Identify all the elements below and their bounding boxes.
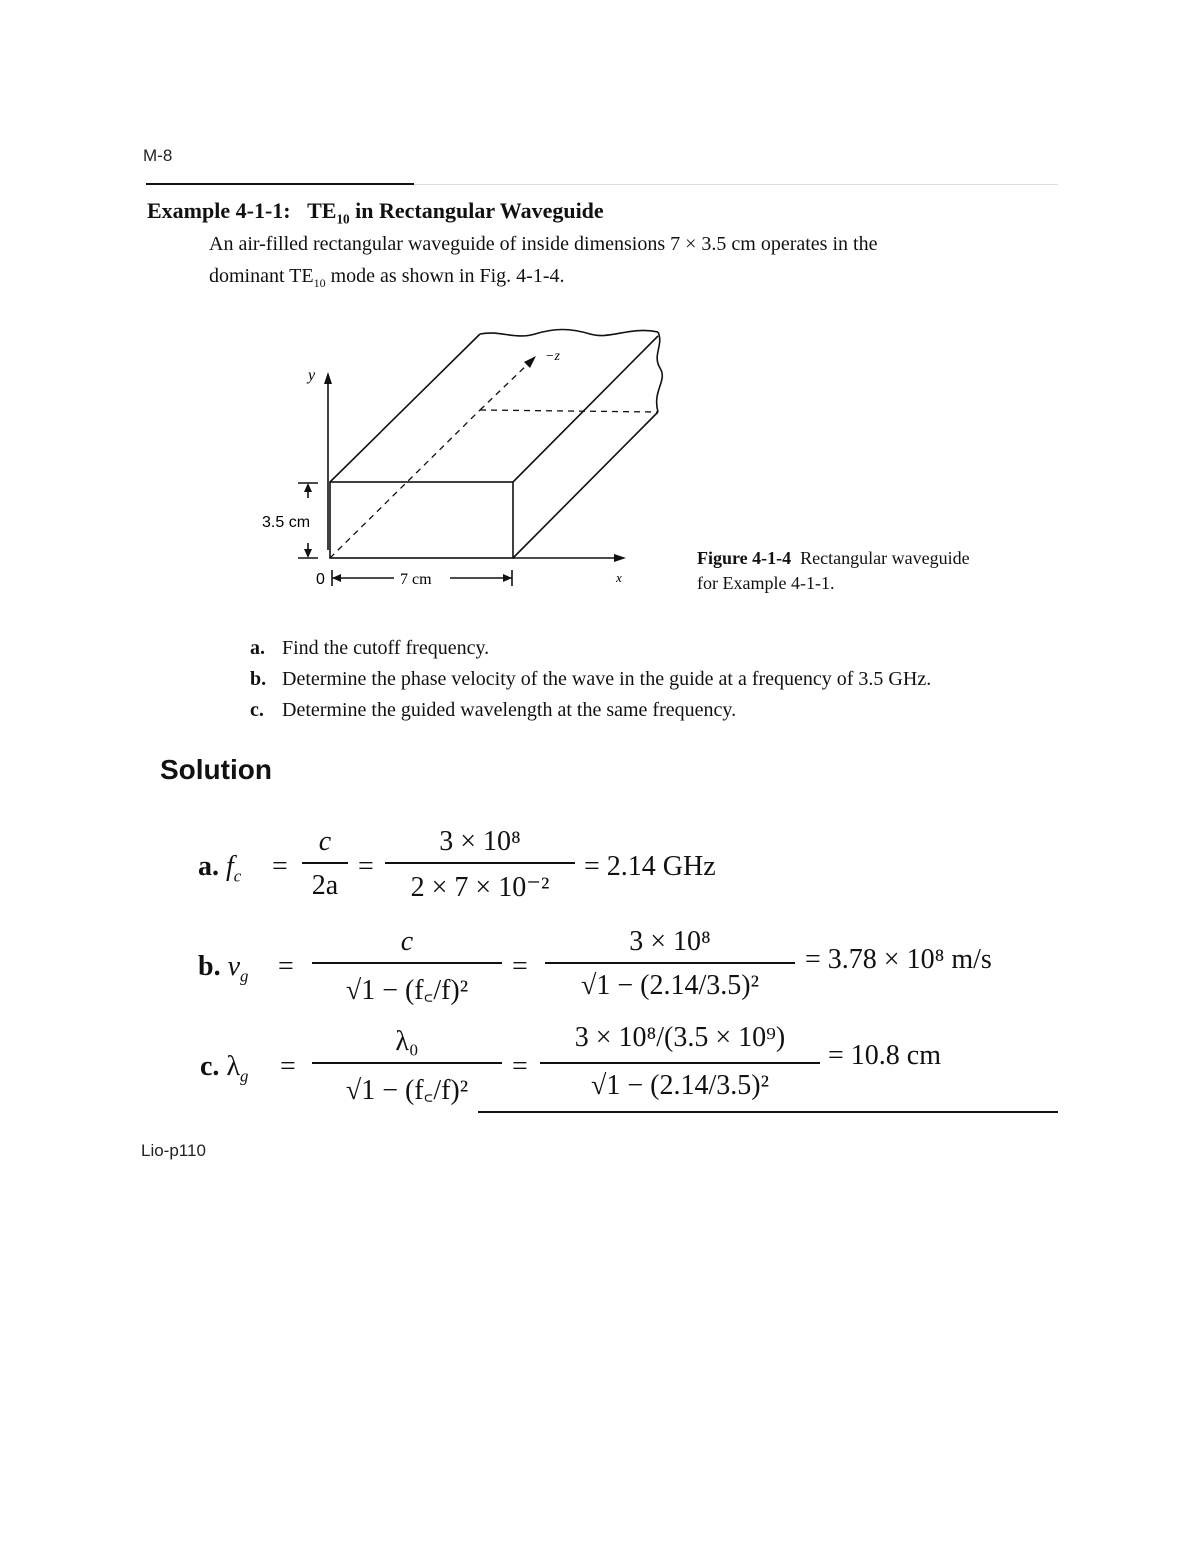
label-z: −z xyxy=(545,349,560,364)
eq-c-lhs xyxy=(200,1051,248,1087)
title-rule-thin xyxy=(414,184,1058,185)
hidden-edge-back xyxy=(480,410,658,412)
eq-c-num1: λ₀ xyxy=(395,1026,419,1057)
eq-c-symbol: λ xyxy=(226,1051,241,1082)
wavy-right-edge xyxy=(657,332,663,412)
eq-c-sub: g xyxy=(240,1066,249,1086)
example-title-text: in Rectangular Waveguide xyxy=(355,198,604,223)
eq-a-equals-1: = xyxy=(272,851,288,882)
y-arrow-icon xyxy=(324,372,332,384)
wavy-top-edge xyxy=(480,330,658,336)
eq-b-num1: c xyxy=(400,926,414,957)
question-a-text: Find the cutoff frequency. xyxy=(282,637,490,659)
eq-b-den1: √1 − (f꜀/f)² xyxy=(345,975,469,1006)
edge-bottom-right xyxy=(513,412,658,558)
eq-c-den2: √1 − (2.14/3.5)² xyxy=(591,1070,769,1101)
label-y: y xyxy=(308,367,316,384)
hidden-edge-diagonal xyxy=(330,410,480,558)
eq-b-result: = 3.78 × 10⁸ m/s xyxy=(805,944,992,975)
eq-c-result: = 10.8 cm xyxy=(828,1040,941,1071)
question-c-letter: c. xyxy=(250,699,264,721)
example-title xyxy=(147,198,604,227)
label-origin: 0 xyxy=(316,571,325,588)
eq-a-num2: 3 × 10⁸ xyxy=(439,826,521,857)
mode-te: TE xyxy=(307,198,337,223)
eq-c-den1: √1 − (f꜀/f)² xyxy=(345,1075,469,1106)
intro-line-2-sub: 10 xyxy=(313,276,326,290)
eq-c-equals-1: = xyxy=(280,1051,296,1082)
question-b-letter: b. xyxy=(250,668,267,690)
figure-caption xyxy=(697,546,1057,596)
bottom-rule xyxy=(478,1111,1058,1113)
z-axis-dashed xyxy=(480,362,530,410)
page-label-top: M-8 xyxy=(143,146,173,165)
intro-line-2b: mode as shown in Fig. 4-1-4. xyxy=(325,265,565,287)
waveguide-figure xyxy=(240,320,700,600)
mode-sub: 10 xyxy=(336,211,350,227)
eq-b-equals-1: = xyxy=(278,951,294,982)
question-c-text: Determine the guided wavelength at the same frequency. xyxy=(282,699,737,721)
title-rule xyxy=(146,183,414,185)
caption-label: Figure 4-1-4 xyxy=(697,548,792,568)
label-width: 7 cm xyxy=(400,571,432,588)
intro-paragraph xyxy=(209,228,1069,299)
eq-b-equals-2: = xyxy=(512,951,528,982)
eq-b-letter: b. xyxy=(198,951,221,982)
eq-b-num2: 3 × 10⁸ xyxy=(629,926,711,957)
eq-c-num2: 3 × 10⁸/(3.5 × 10⁹) xyxy=(574,1022,786,1053)
intro-line-1: An air-filled rectangular waveguide of inside dimensions 7 × 3.5 cm operates in the xyxy=(209,233,878,255)
question-a-letter: a. xyxy=(250,637,265,659)
example-number: Example 4-1-1: xyxy=(147,198,291,223)
label-x: x xyxy=(616,570,622,585)
eq-b-symbol: v xyxy=(227,951,241,982)
caption-line-1: Rectangular waveguide xyxy=(800,548,970,568)
question-b-text: Determine the phase velocity of the wave in the guide at a frequency of 3.5 GHz. xyxy=(282,668,932,690)
x-arrow-icon xyxy=(614,554,626,562)
front-face xyxy=(330,482,513,558)
caption-line-2: for Example 4-1-1. xyxy=(697,573,835,593)
eq-b-den2: √1 − (2.14/3.5)² xyxy=(581,970,759,1001)
eq-c-fraction-line-2 xyxy=(540,1062,820,1064)
page-label-bottom: Lio-p110 xyxy=(141,1141,206,1160)
eq-c-fraction-line-1 xyxy=(312,1062,502,1064)
label-height: 3.5 cm xyxy=(262,514,311,531)
eq-a-fraction-line-2 xyxy=(385,862,575,864)
eq-a-den2: 2 × 7 × 10⁻² xyxy=(410,872,550,903)
eq-b-fraction-line-2 xyxy=(545,962,795,964)
eq-c-letter: c. xyxy=(200,1051,220,1082)
intro-line-2 xyxy=(209,260,1069,299)
eq-c-equals-2: = xyxy=(512,1051,528,1082)
question-list xyxy=(250,633,1070,726)
question-a xyxy=(250,633,1070,664)
solution-heading: Solution xyxy=(160,754,272,785)
eq-b-fraction-line-1 xyxy=(312,962,502,964)
eq-b-sub: g xyxy=(240,966,249,986)
edge-top-left xyxy=(330,334,480,482)
z-arrow-icon xyxy=(524,356,536,368)
eq-a-result: = 2.14 GHz xyxy=(584,851,716,882)
eq-a-symbol: f xyxy=(226,851,234,882)
question-c xyxy=(250,695,1070,726)
eq-a-sub: c xyxy=(233,866,242,886)
eq-a-equals-2: = xyxy=(358,851,374,882)
eq-a-letter: a. xyxy=(198,851,219,882)
eq-b-lhs xyxy=(198,951,248,987)
eq-a-den1: 2a xyxy=(311,870,339,901)
eq-a-num1: c xyxy=(318,826,332,857)
eq-a-fraction-line-1 xyxy=(302,862,348,864)
intro-line-2a: dominant TE xyxy=(209,265,314,287)
question-b xyxy=(250,664,1070,695)
eq-a-lhs xyxy=(198,851,241,887)
